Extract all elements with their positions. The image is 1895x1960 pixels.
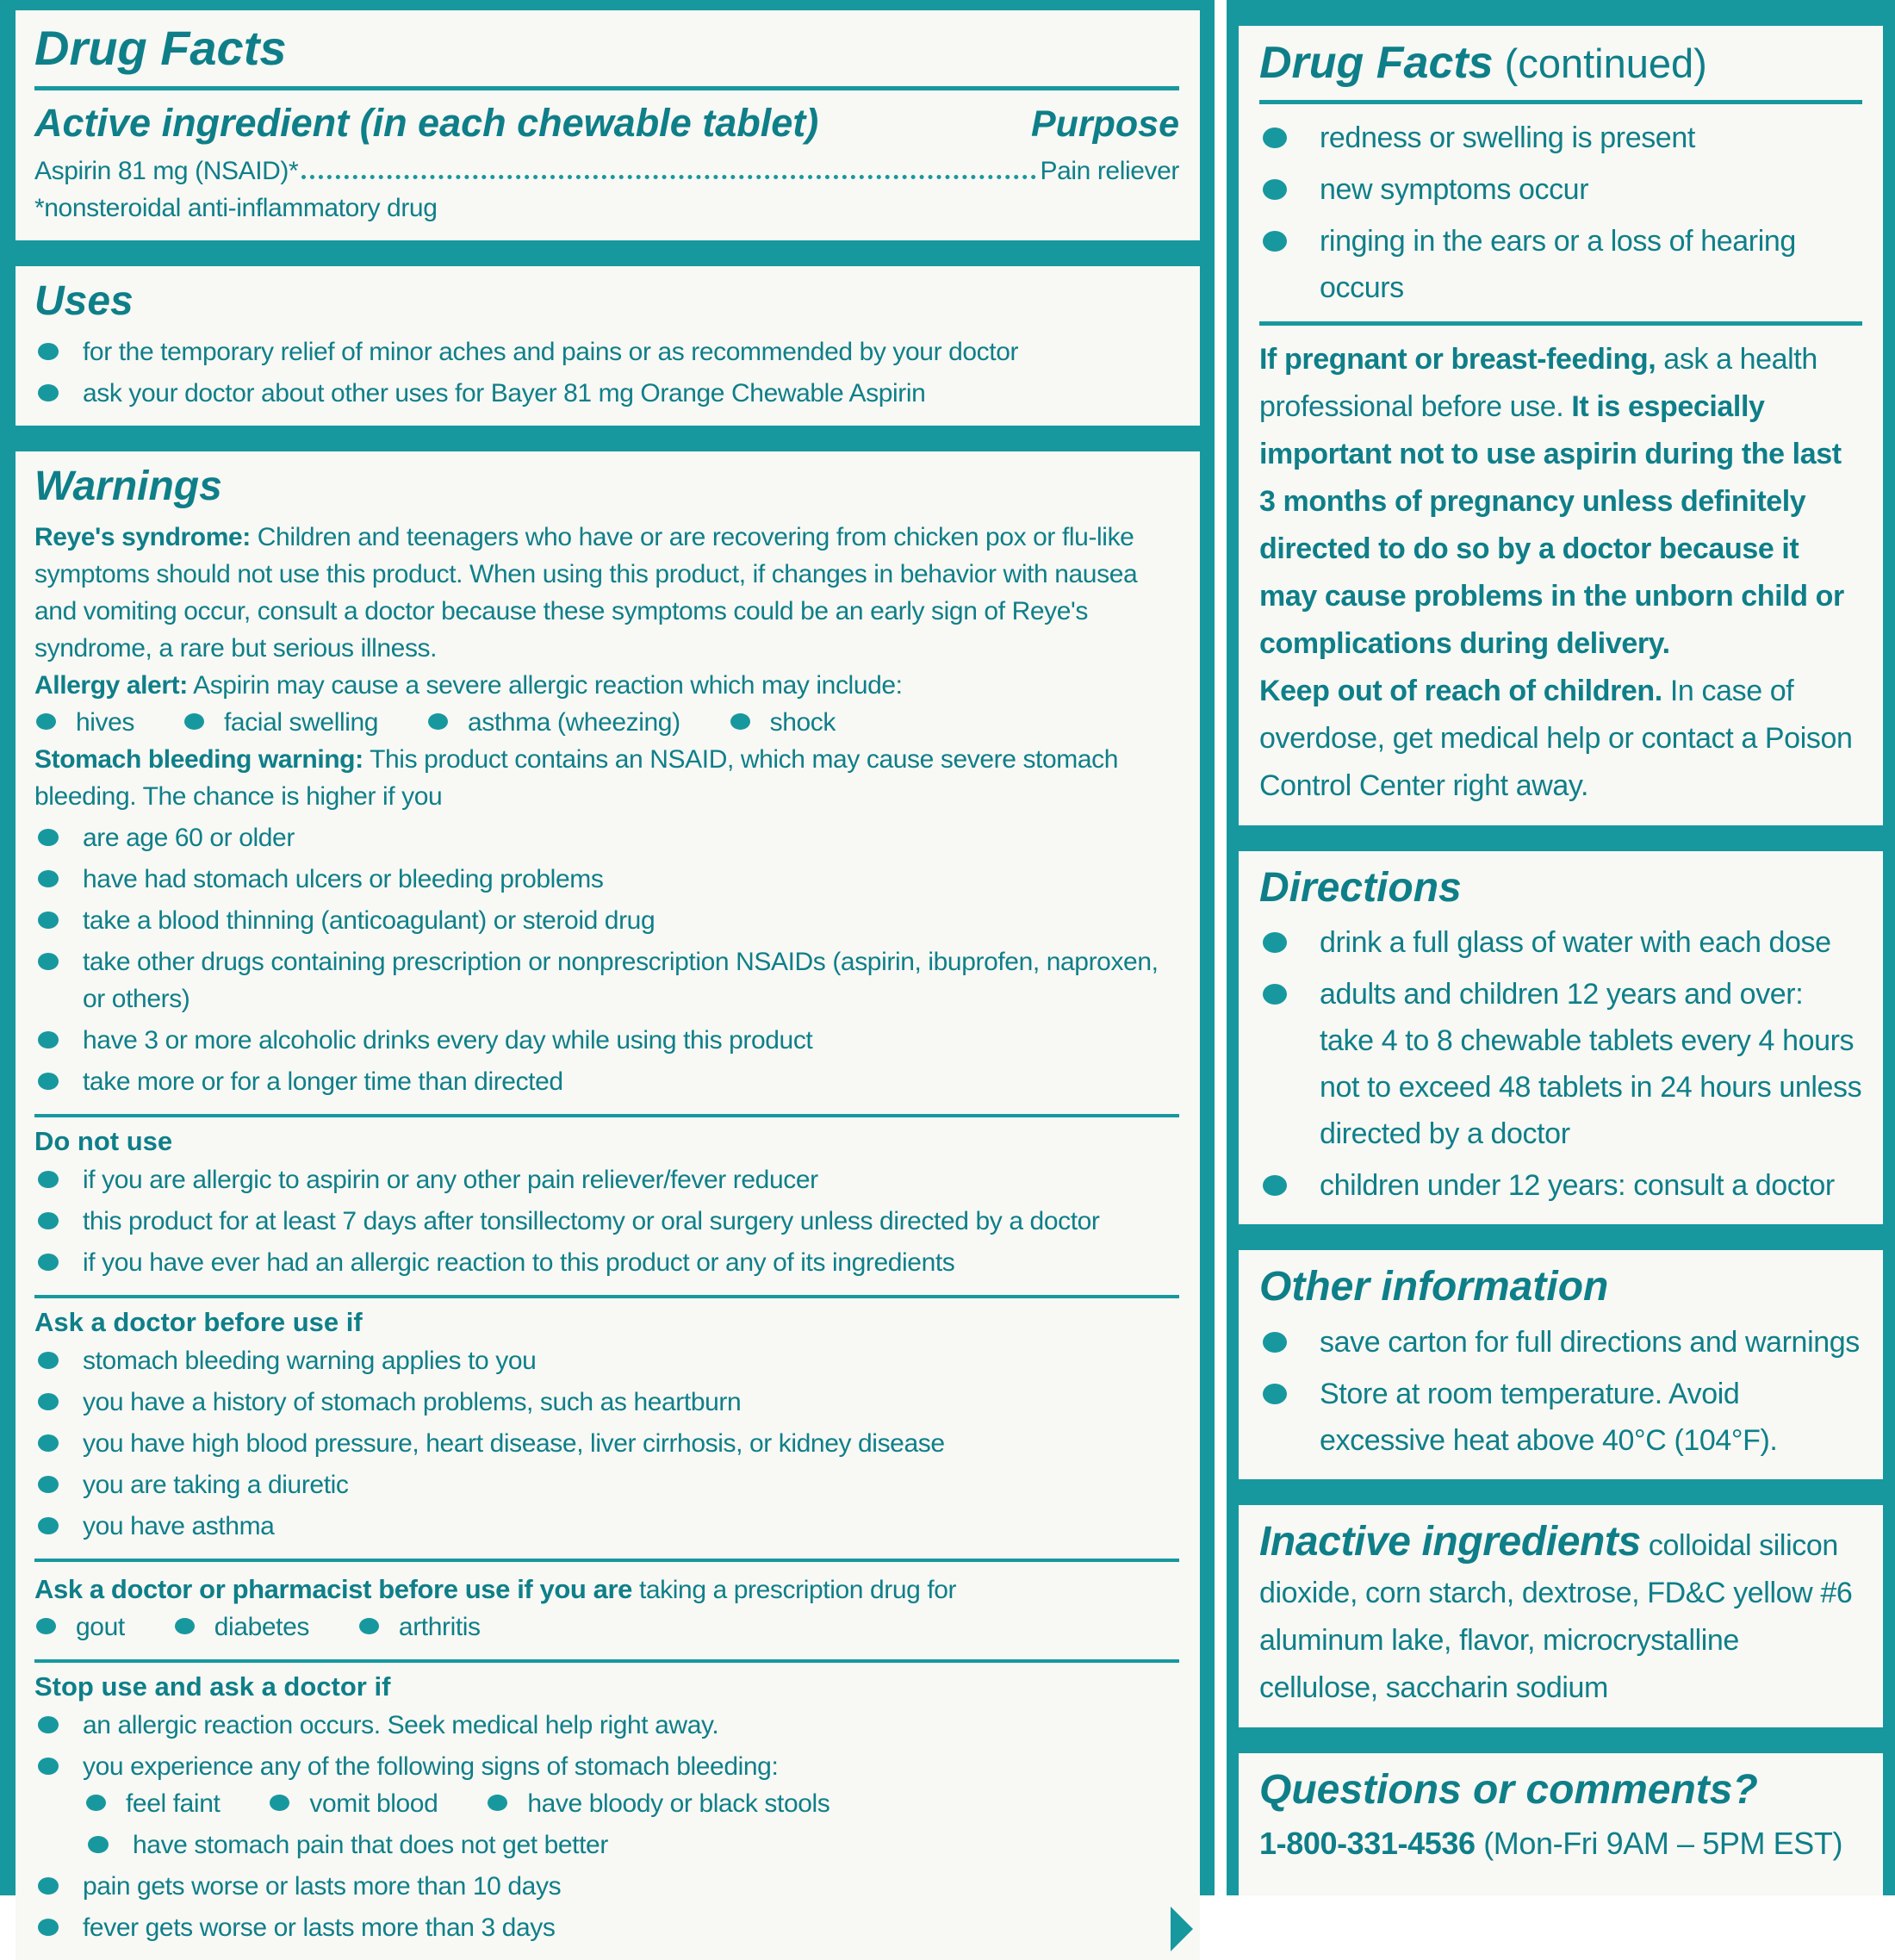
warnings-box <box>16 451 1200 1960</box>
questions-heading: Questions or comments? <box>1259 1766 1758 1813</box>
bullet-item: save carton for full directions and warnings <box>1259 1319 1862 1366</box>
continued-arrow-icon <box>1171 1907 1193 1951</box>
phone-line: 1-800-331-4536 (Mon-Fri 9AM – 5PM EST) <box>1259 1825 1843 1861</box>
allergy-paragraph: Allergy alert: Aspirin may cause a severe allergic reaction which may include: <box>34 670 903 700</box>
stop-use-heading: Stop use and ask a doctor if <box>34 1671 391 1702</box>
divider <box>34 1559 1179 1562</box>
bullet-item: have had stomach ulcers or bleeding problems <box>34 861 1179 898</box>
bullet-item: have 3 or more alcoholic drinks every day while using this product <box>34 1022 1179 1059</box>
bullet-item: gout <box>34 1608 125 1646</box>
bullet-item: redness or swelling is present <box>1259 115 1862 161</box>
divider <box>34 86 1179 90</box>
bullet-item: if you are allergic to aspirin or any other pain reliever/fever reducer <box>34 1161 1179 1198</box>
other-information-box <box>1239 1250 1883 1479</box>
divider <box>34 1295 1179 1298</box>
questions-box <box>1239 1753 1883 1895</box>
inactive-ingredients-heading: Inactive ingredients <box>1259 1518 1641 1565</box>
allergy-alert-label: Allergy alert: <box>34 670 188 700</box>
reyes-paragraph: Reye's syndrome: Children and teenagers who have or are recovering from chicken pox or flu-like symptoms should not use this product. When using this product, if changes in behavior with nausea and vomiting occur, consult a doctor because these symptoms could be an early sign of Reye's syndrome, a rare but serious illness. <box>34 522 1138 663</box>
inactive-ingredients-paragraph: Inactive ingredients colloidal silicon dioxide, corn starch, dextrose, FD&C yellow #6 aluminum lake, flavor, microcrystalline cellulose, saccharin sodium <box>1259 1518 1853 1704</box>
bullet-item: you experience any of the following signs of stomach bleeding: <box>34 1748 1179 1785</box>
bullet-item: this product for at least 7 days after tonsillectomy or oral surgery unless directed by a doctor <box>34 1203 1179 1240</box>
divider <box>34 1114 1179 1117</box>
warnings-heading: Warnings <box>34 463 222 509</box>
bullet-item: you have a history of stomach problems, such as heartburn <box>34 1384 1179 1421</box>
continued-box <box>1239 26 1883 825</box>
bullet-item: have bloody or black stools <box>486 1785 829 1822</box>
bullet-item: stomach bleeding warning applies to you <box>34 1342 1179 1379</box>
bullet-item: hives <box>34 704 134 741</box>
bullet-item: asthma (wheezing) <box>426 704 680 741</box>
other-information-heading: Other information <box>1259 1264 1609 1310</box>
pregnancy-paragraph: If pregnant or breast-feeding, ask a health professional before use. It is especially important not to use aspirin during the last 3 months of pregnancy unless definitely directed to do so by a doctor because it may cause problems in the unborn child or complications during delivery. <box>1259 342 1844 660</box>
bullet-item: for the temporary relief of minor aches and pains or as recommended by your doctor <box>34 333 1179 370</box>
pharmacist-inline-bullets <box>34 1608 1179 1646</box>
keep-out-of-reach-paragraph: Keep out of reach of children. In case of overdose, get medical help or contact a Poison Control Center right away. <box>1259 674 1853 802</box>
ingredient-name: Aspirin 81 mg (NSAID)* <box>34 157 299 186</box>
active-ingredient-heading: Active ingredient (in each chewable tablet) <box>34 101 819 146</box>
right-panel <box>1227 0 1895 1895</box>
bullet-item: you have asthma <box>34 1508 1179 1545</box>
bullet-item: are age 60 or older <box>34 819 1179 856</box>
bullet-item: shock <box>729 704 836 741</box>
bullet-item: ask your doctor about other uses for Bayer 81 mg Orange Chewable Aspirin <box>34 375 1179 412</box>
bullet-item: if you have ever had an allergic reaction to this product or any of its ingredients <box>34 1244 1179 1281</box>
bullet-item: Store at room temperature. Avoid excessive heat above 40°C (104°F). <box>1259 1371 1862 1464</box>
drug-facts-title: Drug Facts <box>34 21 287 75</box>
bullet-item: facial swelling <box>183 704 378 741</box>
bullet-item: diabetes <box>173 1608 309 1646</box>
bullet-item: you have high blood pressure, heart disease, liver cirrhosis, or kidney disease <box>34 1425 1179 1462</box>
divider <box>1259 100 1862 104</box>
bullet-item: have stomach pain that does not get better <box>84 1826 1179 1864</box>
stomach-bleeding-paragraph: Stomach bleeding warning: This product contains an NSAID, which may cause severe stomach bleeding. The chance is higher if you <box>34 744 1119 811</box>
purpose-label: Purpose <box>1030 103 1179 146</box>
allergy-inline-bullets <box>34 704 1179 741</box>
stop-use-sub-bullets <box>84 1785 1179 1822</box>
stomach-bleeding-label: Stomach bleeding warning: <box>34 744 363 774</box>
directions-box <box>1239 851 1883 1225</box>
do-not-use-heading: Do not use <box>34 1125 173 1156</box>
bullet-item: pain gets worse or lasts more than 10 days <box>34 1868 1179 1905</box>
ask-doctor-heading: Ask a doctor before use if <box>34 1306 363 1337</box>
dotted-leader <box>301 174 1036 179</box>
bullet-item: new symptoms occur <box>1259 166 1862 213</box>
purpose-value: Pain reliever <box>1040 157 1179 186</box>
bullet-item: adults and children 12 years and over: take 4 to 8 chewable tablets every 4 hours not to exceed 48 tablets in 24 hours unless directed by a doctor <box>1259 971 1862 1157</box>
reyes-label: Reye's syndrome: <box>34 522 251 551</box>
drug-facts-continued-title: Drug Facts (continued) <box>1259 38 1707 88</box>
bullet-item: arthritis <box>357 1608 481 1646</box>
divider <box>1259 321 1862 326</box>
uses-heading: Uses <box>34 278 134 325</box>
bullet-item: children under 12 years: consult a doctor <box>1259 1162 1862 1209</box>
bullet-item: ringing in the ears or a loss of hearing occurs <box>1259 218 1862 311</box>
active-ingredient-box <box>16 10 1200 240</box>
uses-box <box>16 266 1200 426</box>
inactive-ingredients-box <box>1239 1505 1883 1727</box>
ask-pharmacist-heading: Ask a doctor or pharmacist before use if you are taking a prescription drug for <box>34 1573 957 1604</box>
phone-number: 1-800-331-4536 <box>1259 1825 1476 1861</box>
nsaid-footnote: *nonsteroidal anti-inflammatory drug <box>34 194 438 223</box>
directions-heading: Directions <box>1259 864 1462 911</box>
bullet-item: feel faint <box>84 1785 220 1822</box>
divider <box>34 1659 1179 1663</box>
bullet-item: you are taking a diuretic <box>34 1466 1179 1503</box>
bullet-item: drink a full glass of water with each dose <box>1259 919 1862 966</box>
bullet-item: take a blood thinning (anticoagulant) or steroid drug <box>34 902 1179 939</box>
bullet-item: fever gets worse or lasts more than 3 days <box>34 1909 1179 1946</box>
bullet-item: an allergic reaction occurs. Seek medical help right away. <box>34 1707 1179 1744</box>
bullet-item: take more or for a longer time than directed <box>34 1063 1179 1100</box>
bullet-item: take other drugs containing prescription or nonprescription NSAIDs (aspirin, ibuprofen, naproxen, or others) <box>34 943 1179 1017</box>
bullet-item: vomit blood <box>268 1785 438 1822</box>
